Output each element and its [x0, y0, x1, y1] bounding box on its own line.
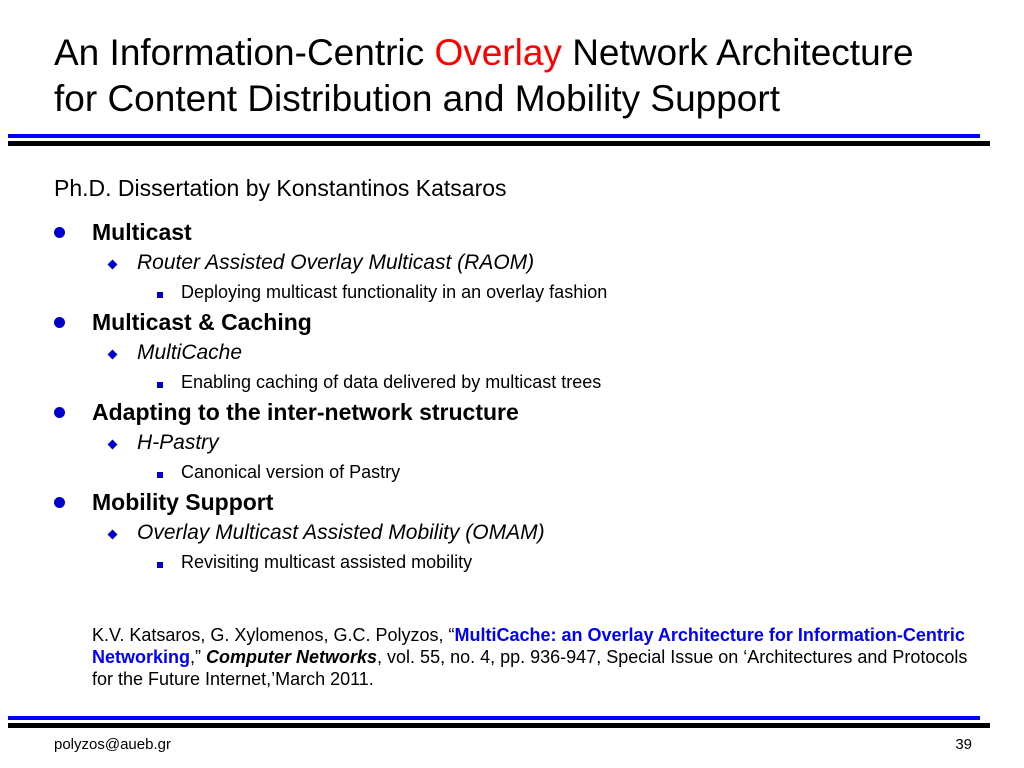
bullet-dot-icon	[54, 407, 65, 418]
title-line2: for Content Distribution and Mobility Support	[54, 78, 780, 119]
reference-authors: K.V. Katsaros, G. Xylomenos, G.C. Polyzos, “	[92, 625, 455, 645]
reference-separator: ,”	[190, 647, 207, 667]
bullet-2-detail: Enabling caching of data delivered by multicast trees	[181, 372, 602, 392]
bullet-2-sub: MultiCache	[137, 341, 243, 364]
bullet-square-icon	[157, 472, 163, 478]
bullet-4-detail: Revisiting multicast assisted mobility	[181, 552, 473, 572]
title-part1: An Information-Centric	[54, 32, 435, 73]
reference-journal: Computer Networks	[206, 647, 378, 667]
bullet-diamond-icon	[108, 530, 118, 540]
bullet-square-icon	[157, 382, 163, 388]
bullet-1-sub: Router Assisted Overlay Multicast (RAOM)	[137, 251, 535, 274]
reference-citation	[92, 624, 992, 690]
bullet-dot-icon	[54, 317, 65, 328]
bullet-4-sub: Overlay Multicast Assisted Mobility (OMAM)	[137, 521, 545, 544]
bullet-3-label: Adapting to the inter-network structure	[92, 399, 519, 425]
footer-email: polyzos@aueb.gr	[54, 736, 171, 753]
bullet-3-detail: Canonical version of Pastry	[181, 462, 401, 482]
page-number: 39	[955, 736, 972, 753]
bullet-1-detail: Deploying multicast functionality in an overlay fashion	[181, 282, 608, 302]
title-highlight: Overlay	[434, 32, 562, 73]
reference-paper-title: MultiCache: an Overlay Architecture for Information-Centric Networking	[92, 625, 965, 667]
bullet-1-label: Multicast	[92, 219, 192, 245]
bullet-3-sub: H-Pastry	[137, 431, 219, 454]
bullet-square-icon	[157, 292, 163, 298]
subtitle: Ph.D. Dissertation by Konstantinos Katsaros	[54, 175, 507, 201]
bullet-diamond-icon	[108, 260, 118, 270]
title-part2: Network Architecture	[561, 32, 914, 73]
bullet-diamond-icon	[108, 440, 118, 450]
bullet-4-label: Mobility Support	[92, 489, 274, 515]
bullet-diamond-icon	[108, 350, 118, 360]
bullet-dot-icon	[54, 497, 65, 508]
bullet-2-label: Multicast & Caching	[92, 309, 312, 335]
slide-title	[54, 30, 1004, 122]
bullet-square-icon	[157, 562, 163, 568]
reference-details: , vol. 55, no. 4, pp. 936-947, Special Issue on ‘Architectures and Protocols for the Future Internet,’March 2011.	[92, 647, 968, 689]
bullet-dot-icon	[54, 227, 65, 238]
